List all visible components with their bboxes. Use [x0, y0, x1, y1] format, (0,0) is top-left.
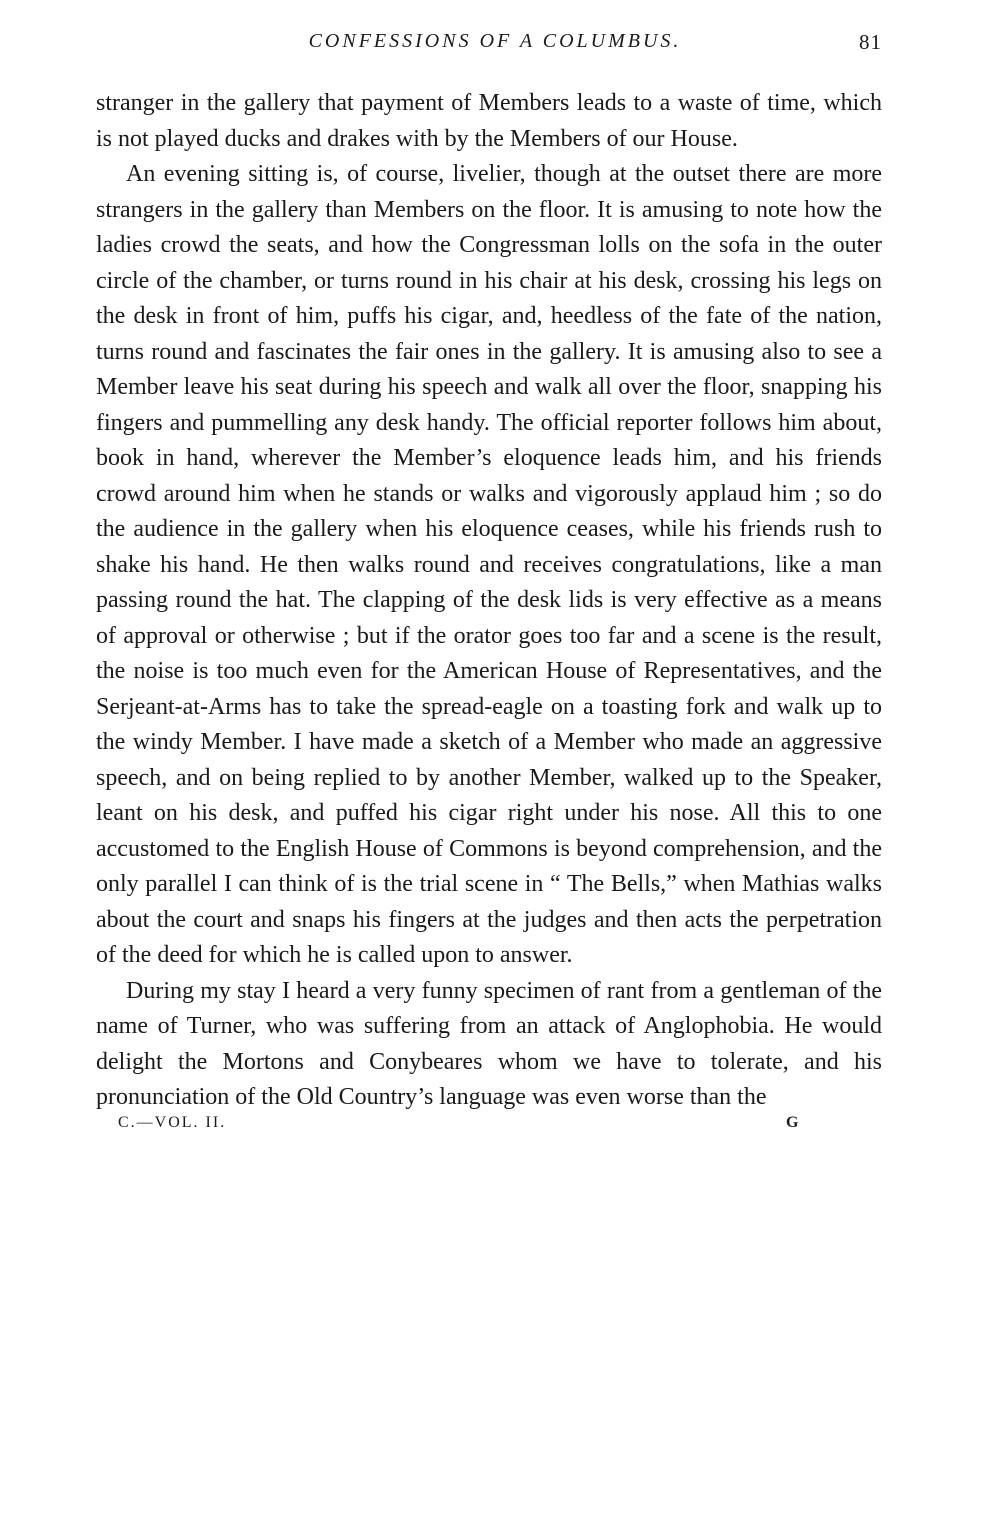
sheet-mark: G — [786, 1113, 801, 1131]
page-number: 81 — [859, 30, 882, 54]
paragraph-continuation: stranger in the gallery that payment of Members leads to a waste of time, which is not played ducks and drakes with by the Members of our House. — [96, 90, 882, 152]
signature-mark: C.—VOL. II. — [118, 1113, 227, 1131]
running-head — [96, 30, 882, 70]
book-page — [96, 30, 882, 1144]
paragraph-evening-sitting: An evening sitting is, of course, livelier, though at the outset there are more strangers in the gallery than Members on the floor. It is amusing to note how the ladies crowd the seats, and how the Congressman lolls on the sofa in the outer circle of the chamber, or turns round in his chair at his desk, crossing his legs on the desk in front of him, puffs his cigar, and, heedless of the fate of the nation, turns round and fascinates the fair ones in the gallery. It is amusing also to see a Member leave his seat during his speech and walk all over the floor, snapping his fingers and pummelling any desk handy. The official reporter follows him about, book in hand, wherever the Member’s eloquence leads him, and his friends crowd around him when he stands or walks and vigorously applaud him ; so do the audience in the gallery when his eloquence ceases, while his friends rush to shake his hand. He then walks round and receives congratulations, like a man passing round the hat. The clapping of the desk lids is very effective as a means of approval or otherwise ; but if the orator goes too far and a scene is the result, the noise is too much even for the American House of Representatives, and the Serjeant-at-Arms has to take the spread-eagle on a toasting fork and walk up to the windy Member. I have made a sketch of a Member who made an aggressive speech, and on being replied to by another Member, walked up to the Speaker, leant on his desk, and puffed his cigar right under his nose. All this to one accustomed to the English House of Commons is beyond comprehension, and the only parallel I can think of is the trial scene in “ The Bells,” when Mathias walks about the court and snaps his fingers at the judges and then acts the perpetration of the deed for which he is called upon to answer. — [96, 161, 882, 968]
body-text — [96, 86, 882, 1116]
running-title: CONFESSIONS OF A COLUMBUS. — [308, 30, 682, 52]
paragraph-turner-rant: During my stay I heard a very funny specimen of rant from a gentleman of the name of Turner, who was suffering from an attack of Anglophobia. He would delight the Mortons and Conybeares whom we have to tolerate, and his pronunciation of the Old Country’s language was even worse than the — [96, 977, 882, 1110]
page-footer — [96, 1114, 882, 1144]
